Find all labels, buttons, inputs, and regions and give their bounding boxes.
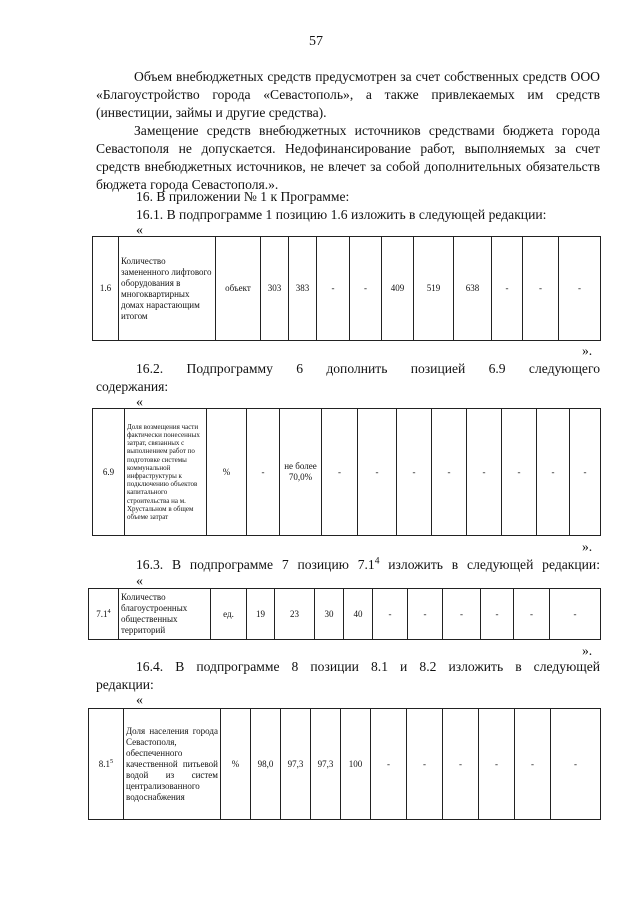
indicator-name: Доля возмещения части фактически понесенных затрат, связанных с выполнением работ по подготовке системы коммунальной инфраструктуры к подключению объектов капитального строительства на м. Хрустальном в общем объеме затрат [125, 409, 207, 536]
value-cell: 100 [341, 709, 371, 820]
table-row [89, 589, 601, 640]
value-cell: - [559, 237, 601, 341]
value-cell: 97,3 [311, 709, 341, 820]
indicator-name: Доля населения города Севастополя, обеспеченного качественной питьевой водой из систем централизованного водоснабжения [124, 709, 221, 820]
value-cell: - [317, 237, 350, 341]
value-cell: 519 [414, 237, 454, 341]
item-16-4: 16.4. В подпрограмме 8 позиции 8.1 и 8.2 изложить в следующей [136, 659, 600, 674]
value-cell: - [408, 589, 443, 640]
item-16: 16. В приложении № 1 к Программе: [136, 189, 350, 204]
value-cell: 19 [247, 589, 275, 640]
item-16-1: 16.1. В подпрограмме 1 позицию 1.6 изложить в следующей редакции: [136, 207, 547, 222]
value-cell: 303 [261, 237, 289, 341]
open-quote: « [136, 693, 143, 708]
position-number-sup: 5 [110, 757, 114, 765]
value-cell: не более 70,0% [280, 409, 322, 536]
table-position-1-6 [92, 236, 601, 341]
value-cell: 409 [382, 237, 414, 341]
value-cell: - [443, 589, 481, 640]
value-cell: - [523, 237, 559, 341]
value-cell: - [358, 409, 397, 536]
item-16-2-cont: содержания: [96, 379, 169, 394]
table-row [89, 709, 601, 820]
open-quote: « [136, 395, 143, 410]
unit-cell: ед. [211, 589, 247, 640]
value-cell: 383 [289, 237, 317, 341]
value-cell: - [407, 709, 443, 820]
item-16-3-sup: 4 [374, 556, 380, 567]
item-16-3-tail: изложить в следующей редакции: [379, 557, 600, 572]
value-cell: - [537, 409, 570, 536]
value-cell: - [492, 237, 523, 341]
value-cell: - [514, 589, 550, 640]
value-cell: - [515, 709, 551, 820]
value-cell: - [247, 409, 280, 536]
close-quote: ». [582, 539, 593, 554]
value-cell: 30 [315, 589, 344, 640]
unit-cell: % [221, 709, 251, 820]
value-cell: - [570, 409, 601, 536]
unit-cell: объект [216, 237, 261, 341]
position-number-text: 7.1 [96, 608, 108, 619]
position-number [89, 589, 119, 640]
value-cell: - [432, 409, 467, 536]
value-cell: 98,0 [251, 709, 281, 820]
value-cell: 23 [275, 589, 315, 640]
value-cell: - [550, 589, 601, 640]
table-position-6-9 [92, 408, 601, 536]
value-cell: - [467, 409, 502, 536]
indicator-name: Количество замененного лифтового оборудования в многоквартирных домах нарастающим итогом [119, 237, 216, 341]
close-quote: ». [582, 643, 593, 658]
close-quote: ». [582, 343, 593, 358]
table-row [93, 237, 601, 341]
open-quote: « [136, 574, 143, 589]
item-16-3-text: 16.3. В подпрограмме 7 позицию 7.1 [136, 557, 375, 572]
value-cell: - [350, 237, 382, 341]
value-cell: 638 [454, 237, 492, 341]
unit-cell: % [207, 409, 247, 536]
position-number-sup: 4 [107, 607, 111, 615]
item-16-4-cont: редакции: [96, 677, 154, 692]
paragraph-substitution: Замещение средств внебюджетных источников средствами бюджета города Севастополя не допускается. Недофинансирование работ, выполняемых за счет средств внебюджетных источников, не влечет за собой дополнительных обязательств бюджета города Севастополя.». [96, 123, 600, 192]
value-cell: - [479, 709, 515, 820]
value-cell: - [373, 589, 408, 640]
value-cell: - [397, 409, 432, 536]
position-number: 6.9 [93, 409, 125, 536]
indicator-name: Количество благоустроенных общественных территорий [119, 589, 211, 640]
page-number: 57 [309, 34, 323, 49]
position-number-text: 8.1 [98, 758, 111, 769]
paragraph-extrabudget: Объем внебюджетных средств предусмотрен за счет собственных средств ООО «Благоустройство города «Севастополь», а также привлекаемых им средств (инвестиции, займы и другие средства). [96, 69, 600, 120]
open-quote: « [136, 223, 143, 238]
value-cell: - [502, 409, 537, 536]
table-position-7-1 [88, 588, 601, 640]
value-cell: - [443, 709, 479, 820]
item-16-2: 16.2. Подпрограмму 6 дополнить позицией 6.9 следующего [136, 361, 600, 376]
table-position-8-1 [88, 708, 601, 820]
position-number: 1.6 [93, 237, 119, 341]
value-cell: 97,3 [281, 709, 311, 820]
value-cell: - [551, 709, 601, 820]
value-cell: - [371, 709, 407, 820]
table-row [93, 409, 601, 536]
position-number [89, 709, 124, 820]
value-cell: - [322, 409, 358, 536]
item-16-3 [136, 556, 600, 574]
value-cell: - [481, 589, 514, 640]
value-cell: 40 [344, 589, 373, 640]
